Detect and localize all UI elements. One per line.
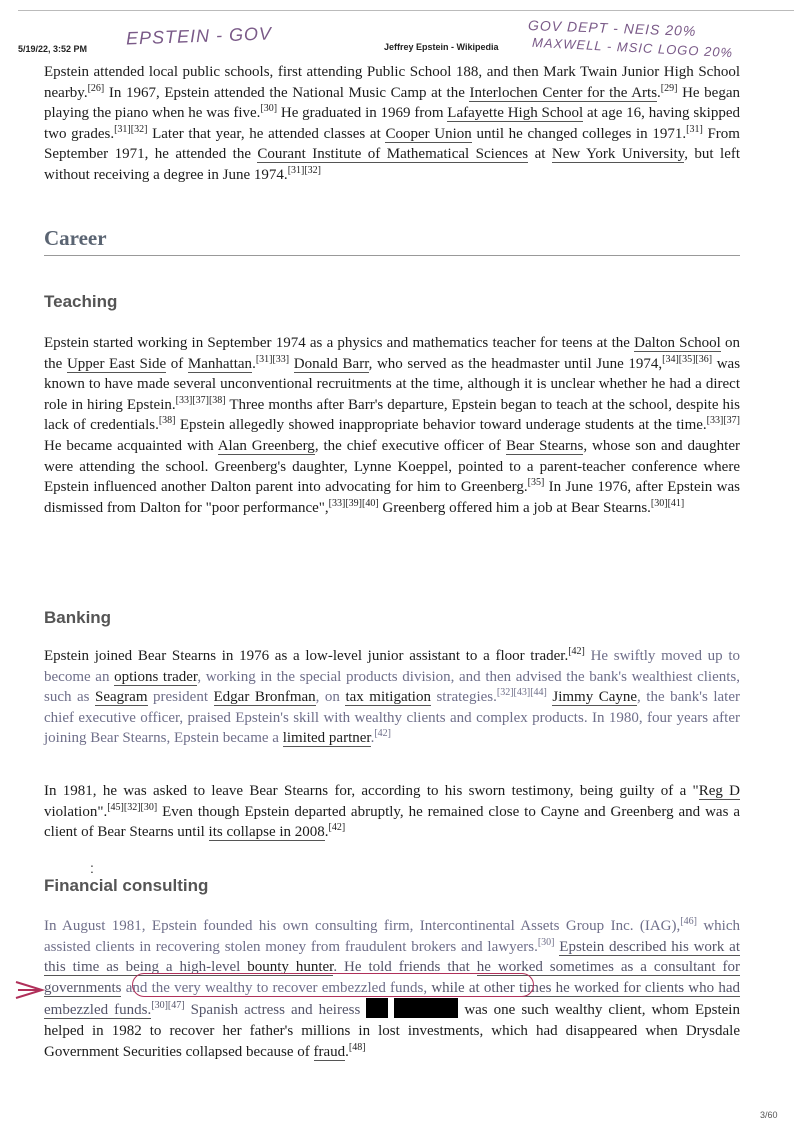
citation[interactable]: [42] <box>568 646 585 657</box>
citation[interactable]: [35] <box>527 477 545 489</box>
link-options-trader[interactable]: options trader <box>114 668 198 685</box>
citation[interactable]: [48] <box>348 1041 366 1053</box>
teaching-paragraph: Epstein started working in September 1974 as a physics and mathematics teacher for teens at the Dalton School on the Upper East Side of Manhattan.[31][33] Donald Barr, who served as the headmaster until June 1974,[34][35][36] was known to have made several unconventional recruitments at the time, although it is unclear whether he had a direct role in hiring Epstein.[33][37][38] Three months after Barr's departure, Epstein began to teach at the school, despite his lack of credentials.[38] Epstein allegedly showed inappropriate behavior toward underage students at the time.[33][37] He became acquainted with Alan Greenberg, the chief executive officer of Bear Stearns, whose son and daughter were attending the school. Greenberg's daughter, Lynne Koeppel, pointed to a parent-teacher conference where Epstein influenced another Dalton parent into advocating for him to Greenberg.[35] In June 1976, after Epstein was dismissed from Dalton for "poor performance",[33][39][40] Greenberg offered him a job at Bear Stearns.[30][41] <box>44 335 741 516</box>
handwritten-note-left: EPSTEIN - GOV <box>125 23 273 49</box>
education-paragraph: Epstein attended local public schools, first attending Public School 188, and then Mark Twain Junior High School nearby.[26] In 1967, Epstein attended the National Music Camp at the Interlochen Center for the Arts.[29] He began playing the piano when he was five.[30] He graduated in 1969 from Lafayette High School at age 16, having skipped two grades.[31][32] Later that year, he attended classes at Cooper Union until he changed colleges in 1971.[31] From September 1971, he attended the Courant Institute of Mathematical Sciences at New York University, but left without receiving a degree in June 1974.[31][32] <box>44 64 741 183</box>
link-tax-mitigation[interactable]: tax mitigation <box>345 689 431 706</box>
print-title: Jeffrey Epstein - Wikipedia <box>384 42 499 52</box>
link-interlochen[interactable]: Interlochen Center for the Arts <box>469 84 658 101</box>
citation[interactable]: [45][32][30] <box>107 801 158 813</box>
link-bounty-hunter[interactable]: bounty hunter <box>247 959 334 976</box>
link-edgar-bronfman[interactable]: Edgar Bronfman <box>213 689 316 706</box>
citation[interactable]: [31][32] <box>114 123 148 135</box>
link-courant[interactable]: Courant Institute of Mathematical Sciences <box>257 146 529 163</box>
link-jimmy-cayne[interactable]: Jimmy Cayne <box>552 689 638 706</box>
link-dalton[interactable]: Dalton School <box>634 335 721 351</box>
redaction-box <box>366 998 388 1018</box>
citation[interactable]: [31][32] <box>287 164 322 176</box>
citation[interactable]: [46] <box>680 916 697 927</box>
link-bear-stearns[interactable]: Bear Stearns <box>505 437 584 454</box>
citation[interactable]: [31][33] <box>255 353 290 365</box>
top-rule <box>18 10 794 11</box>
handwritten-note-right-2: MAXWELL - MSIC LOGO 20% <box>531 34 734 61</box>
link-alan-greenberg[interactable]: Alan Greenberg <box>217 437 315 454</box>
page-number: 3/60 <box>760 1110 778 1120</box>
citation[interactable]: [30][41] <box>650 497 685 509</box>
citation[interactable]: [34][35][36] <box>662 353 713 365</box>
citation[interactable]: [30] <box>537 936 555 948</box>
handdrawn-arrow-icon <box>14 978 46 1002</box>
citation[interactable]: [38] <box>158 415 176 427</box>
citation[interactable]: [32][43][44] <box>496 687 547 699</box>
citation[interactable]: [42] <box>328 822 346 834</box>
link-seagram[interactable]: Seagram <box>95 689 148 706</box>
citation[interactable]: [31] <box>686 123 703 135</box>
citation[interactable]: [26] <box>87 82 105 94</box>
consulting-heading: Financial consulting <box>44 876 209 895</box>
redaction-box <box>394 998 458 1018</box>
citation[interactable]: [29] <box>660 82 678 94</box>
link-manhattan[interactable]: Manhattan <box>187 355 253 372</box>
circled-phrase: he worked sometimes as a consultant for governments <box>44 959 740 996</box>
link-cooper-union[interactable]: Cooper Union <box>385 125 472 142</box>
link-donald-barr[interactable]: Donald Barr <box>293 355 369 372</box>
link-fraud[interactable]: fraud <box>313 1043 346 1060</box>
career-heading: Career <box>44 226 107 250</box>
link-nyu[interactable]: New York University <box>551 146 685 163</box>
consulting-paragraph: In August 1981, Epstein founded his own consulting firm, Intercontinental Assets Group Inc. (IAG),[46] which assisted clients in recovering stolen money from fraudulent brokers and lawyers.[30] Epstein described his work at this time as being a high-level bounty hunter. He told friends that he worked sometimes as a consultant for governments and the very wealthy to recover embezzled funds, while at other times he worked for clients who had embezzled funds.[30][47] Spanish actress and heiress was one such wealthy client, whom Epstein helped in 1982 to recover her father's millions in lost investments, which had disappeared when Drysdale Government Securities collapsed because of fraud.[48] <box>44 916 741 1060</box>
link-lafayette[interactable]: Lafayette High School <box>447 105 584 122</box>
underlined-phrase: Epstein described his work at this time as being a high-level <box>44 938 741 976</box>
citation[interactable]: [30] <box>260 103 278 115</box>
citation[interactable]: [30][47] <box>151 1000 185 1012</box>
banking-heading: Banking <box>44 608 112 627</box>
citation[interactable]: [33][37] <box>706 415 740 427</box>
citation[interactable]: [42] <box>374 728 391 740</box>
handwritten-note-right-1: GOV DEPT - NEIS 20% <box>527 17 697 39</box>
link-limited-partner[interactable]: limited partner <box>282 730 371 747</box>
print-date: 5/19/22, 3:52 PM <box>18 44 88 54</box>
stray-mark: : <box>90 860 94 876</box>
underlined-phrase-2: while at other times he worked for clients who had embezzled funds. <box>44 979 740 1019</box>
citation[interactable]: [33][37][38] <box>175 394 226 406</box>
link-collapse-2008[interactable]: its collapse in 2008 <box>208 824 325 841</box>
career-rule <box>44 255 740 256</box>
banking-paragraph-1: Epstein joined Bear Stearns in 1976 as a low-level junior assistant to a floor trader.[42] He swiftly moved up to become an options trader, working in the special products division, and then advised the bank's wealthiest clients, such as Seagram president Edgar Bronfman, on tax mitigation strategies.[32][43][44] Jimmy Cayne, the bank's later chief executive officer, praised Epstein's skill with wealthy clients and complex products. In 1980, four years after joining Bear Stearns, Epstein became a limited partner.[42] <box>44 646 740 747</box>
link-reg-d[interactable]: Reg D <box>698 783 740 799</box>
link-upper-east-side[interactable]: Upper East Side <box>66 355 167 372</box>
teaching-heading: Teaching <box>44 292 118 311</box>
banking-paragraph-2: In 1981, he was asked to leave Bear Stearns for, according to his sworn testimony, being guilty of a "Reg D violation".[45][32][30] Even though Epstein departed abruptly, he remained close to Cayne and Greenberg and was a client of Bear Stearns until its collapse in 2008.[42] <box>44 783 740 841</box>
citation[interactable]: [33][39][40] <box>328 497 379 509</box>
handdrawn-circle <box>132 973 534 997</box>
